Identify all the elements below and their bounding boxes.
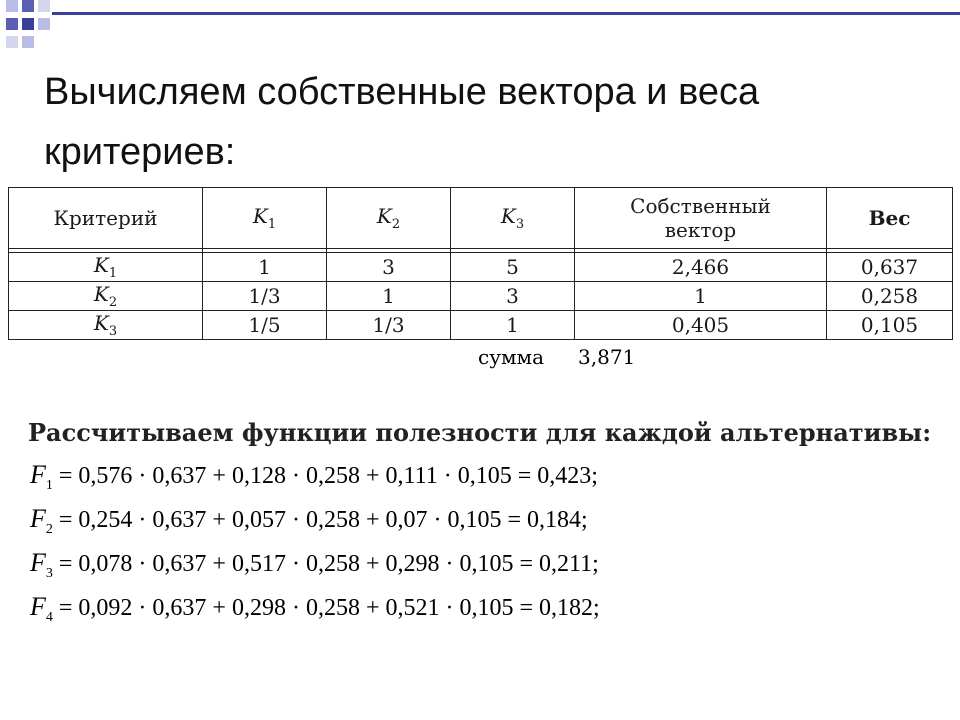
title-line-1: Вычисляем собственные вектора и веса [44, 71, 760, 113]
cell: 3 [451, 282, 575, 311]
formula-f3: $F_3 = 0,078 \cdot 0,637 + 0,517 \cdot 0,258 + 0,298 \cdot 0,105 = 0,211$; [30, 548, 599, 581]
utility-heading: Рассчитываем функции полезности для каждой альтернативы: [28, 418, 932, 447]
header-k2: $K_2$ [327, 188, 451, 249]
header-eigenvector: Собственный вектор [575, 188, 827, 249]
cell: 1/3 [327, 311, 451, 340]
decoration-squares-icon [0, 0, 240, 60]
header-weight: Вес [827, 188, 953, 249]
table-row [9, 282, 953, 311]
slide-title [44, 62, 924, 182]
criteria-table [8, 187, 953, 340]
cell: 1 [327, 282, 451, 311]
formula-f4: $F_4 = 0,092 \cdot 0,637 + 0,298 \cdot 0,258 + 0,521 \cdot 0,105 = 0,182$; [30, 592, 600, 625]
row-criterion: $K_1$ [9, 253, 203, 282]
cell: 1 [451, 311, 575, 340]
cell-vector: 1 [575, 282, 827, 311]
header-rule [52, 12, 960, 15]
cell-vector: 2,466 [575, 253, 827, 282]
row-criterion: $K_3$ [9, 311, 203, 340]
cell-weight: 0,637 [827, 253, 953, 282]
sum-line [478, 345, 635, 369]
header-k3: $K_3$ [451, 188, 575, 249]
formula-f2: $F_2 = 0,254 \cdot 0,637 + 0,057 \cdot 0,258 + 0,07 \cdot 0,105 = 0,184$; [30, 504, 588, 537]
table-header-row [9, 188, 953, 249]
cell-vector: 0,405 [575, 311, 827, 340]
slide-decoration [0, 0, 240, 60]
header-k1: $K_1$ [203, 188, 327, 249]
cell: 1/5 [203, 311, 327, 340]
sum-value: 3,871 [578, 345, 636, 369]
cell-weight: 0,258 [827, 282, 953, 311]
cell: 5 [451, 253, 575, 282]
header-criterion: Критерий [9, 188, 203, 249]
sum-label: сумма [478, 345, 545, 369]
formula-f1: $F_1 = 0,576 \cdot 0,637 + 0,128 \cdot 0,258 + 0,111 \cdot 0,105 = 0,423$; [30, 460, 598, 493]
table-row [9, 311, 953, 340]
title-line-2: критериев: [44, 131, 236, 173]
cell-weight: 0,105 [827, 311, 953, 340]
cell: 1/3 [203, 282, 327, 311]
table-row [9, 253, 953, 282]
row-criterion: $K_2$ [9, 282, 203, 311]
cell: 3 [327, 253, 451, 282]
cell: 1 [203, 253, 327, 282]
